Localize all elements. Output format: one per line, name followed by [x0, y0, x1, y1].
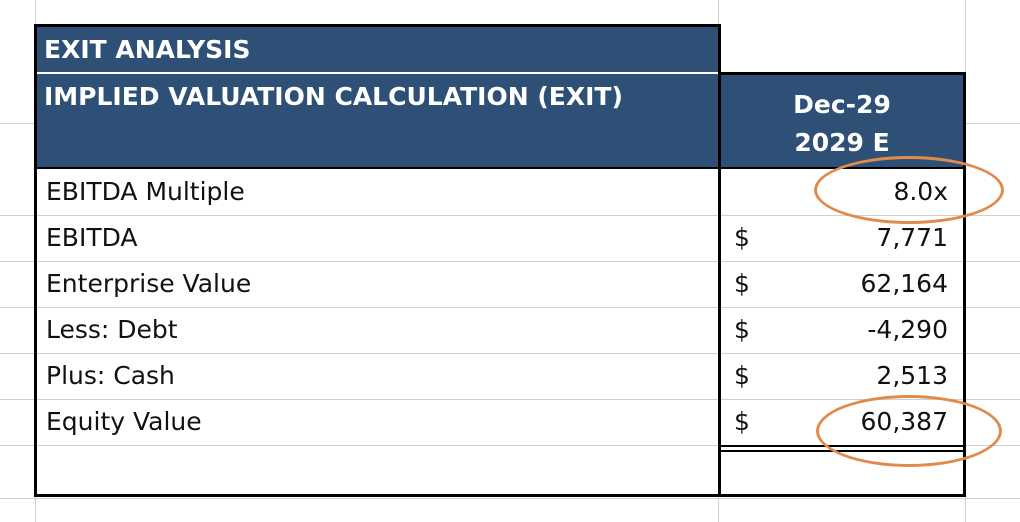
border-under-header: [34, 167, 966, 169]
border-left: [34, 24, 37, 497]
period-month: Dec-29: [793, 90, 891, 119]
valuation-subtitle: IMPLIED VALUATION CALCULATION (EXIT): [44, 82, 623, 111]
currency-symbol: $: [734, 315, 750, 344]
row-label-equity-value: Equity Value: [46, 407, 202, 436]
row-label-ebitda-multiple: EBITDA Multiple: [46, 177, 245, 206]
row-label-enterprise-value: Enterprise Value: [46, 269, 252, 298]
border-bottom: [34, 494, 966, 497]
value-plus-cash[interactable]: 2,513: [876, 361, 948, 390]
row-label-less-debt: Less: Debt: [46, 315, 178, 344]
currency-symbol: $: [734, 361, 750, 390]
gridline: [0, 498, 1020, 499]
highlight-circle-multiple: [814, 156, 1004, 224]
value-ebitda[interactable]: 7,771: [876, 223, 948, 252]
row-label-plus-cash: Plus: Cash: [46, 361, 175, 390]
currency-symbol: $: [734, 269, 750, 298]
exit-analysis-title: EXIT ANALYSIS: [44, 35, 251, 64]
value-less-debt[interactable]: -4,290: [867, 315, 948, 344]
valuation-subtitle-cell[interactable]: [36, 74, 718, 167]
value-equity-value[interactable]: 60,387: [860, 407, 948, 436]
border-top-right-block: [718, 72, 966, 75]
value-enterprise-value[interactable]: 62,164: [860, 269, 948, 298]
currency-symbol: $: [734, 223, 750, 252]
period-year: 2029 E: [794, 128, 890, 157]
value-ebitda-multiple[interactable]: 8.0x: [893, 177, 948, 206]
border-middle: [718, 24, 721, 497]
exit-analysis-title-cell[interactable]: [36, 26, 718, 72]
highlight-circle-equity: [816, 395, 1002, 467]
currency-symbol: $: [734, 407, 750, 436]
row-label-ebitda: EBITDA: [46, 223, 138, 252]
border-top-left-block: [34, 24, 721, 27]
period-header-cell[interactable]: [720, 74, 964, 167]
